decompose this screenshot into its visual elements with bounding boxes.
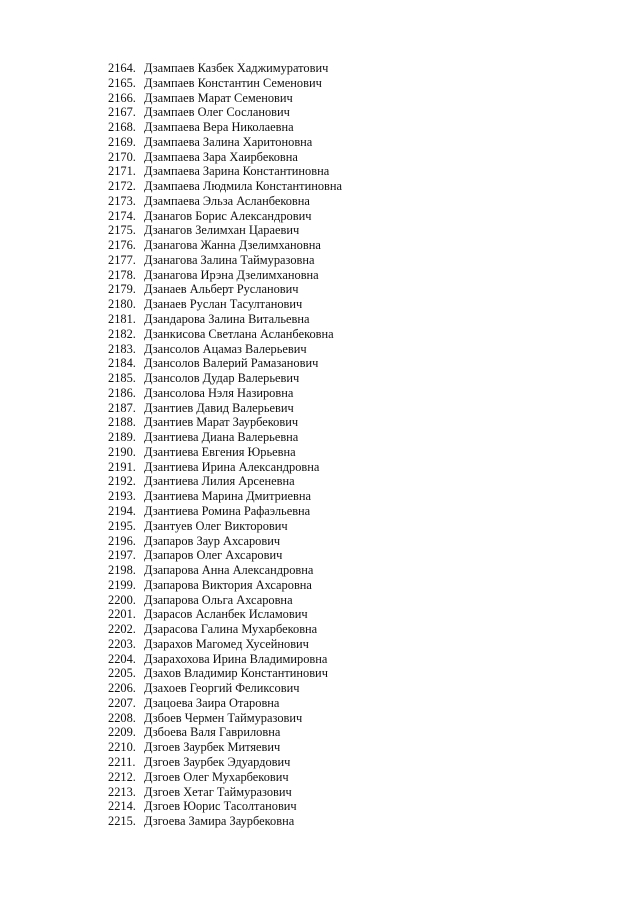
list-item <box>108 445 528 460</box>
entry-number: 2175. <box>108 223 136 238</box>
list-item <box>108 489 528 504</box>
entry-name: Дзампаева Эльза Асланбековна <box>144 193 310 208</box>
entry-number: 2171. <box>108 164 136 179</box>
entry-number: 2185. <box>108 371 136 386</box>
list-item <box>108 223 528 238</box>
entry-name: Дзарахов Магомед Хусейнович <box>144 636 309 651</box>
entry-name: Дзансолов Валерий Рамазанович <box>144 356 319 371</box>
entry-number: 2214. <box>108 799 136 814</box>
entry-name: Дзгоев Хетаг Таймуразович <box>144 784 292 799</box>
entry-name: Дзансолов Ацамаз Валерьевич <box>144 341 307 356</box>
entry-name: Дзантиева Марина Дмитриевна <box>144 489 311 504</box>
entry-number: 2168. <box>108 120 136 135</box>
list-item <box>108 770 528 785</box>
list-item <box>108 504 528 519</box>
entry-number: 2191. <box>108 459 136 474</box>
list-item <box>108 386 528 401</box>
entry-name: Дзгоева Замира Заурбековна <box>144 814 295 829</box>
entry-name: Дзанкисова Светлана Асланбековна <box>144 326 334 341</box>
list-item <box>108 342 528 357</box>
entry-number: 2206. <box>108 681 136 696</box>
entry-number: 2177. <box>108 252 136 267</box>
entry-name: Дзбоев Чермен Таймуразович <box>144 710 303 725</box>
list-item <box>108 268 528 283</box>
list-item <box>108 711 528 726</box>
list-item <box>108 799 528 814</box>
entry-name: Дзарахохова Ирина Владимировна <box>144 651 328 666</box>
list-item <box>108 194 528 209</box>
entry-name: Дзацоева Заира Отаровна <box>144 695 280 710</box>
entry-name: Дзампаев Казбек Хаджимуратович <box>144 61 329 75</box>
entry-number: 2204. <box>108 651 136 666</box>
entry-number: 2213. <box>108 784 136 799</box>
entry-name: Дзапаров Олег Ахсарович <box>144 548 283 563</box>
list-item <box>108 740 528 755</box>
list-item <box>108 548 528 563</box>
list-item <box>108 474 528 489</box>
entry-number: 2189. <box>108 430 136 445</box>
entry-name: Дзапарова Виктория Ахсаровна <box>144 577 312 592</box>
list-item <box>108 356 528 371</box>
entry-name: Дзампаева Зарина Константиновна <box>144 164 330 179</box>
list-item <box>108 814 528 829</box>
entry-number: 2183. <box>108 341 136 356</box>
entry-name: Дзантуев Олег Викторович <box>144 518 288 533</box>
entry-number: 2199. <box>108 577 136 592</box>
entry-name: Дзанагова Залина Таймуразовна <box>144 252 315 267</box>
list-item <box>108 282 528 297</box>
entry-name: Дзгоев Заурбек Митяевич <box>144 740 281 755</box>
entry-name: Дзанагова Ирэна Дзелимхановна <box>144 267 319 282</box>
list-item <box>108 755 528 770</box>
entry-number: 2195. <box>108 518 136 533</box>
entry-name: Дзампаева Людмила Константиновна <box>144 179 343 194</box>
list-item <box>108 607 528 622</box>
entry-number: 2167. <box>108 105 136 120</box>
entry-number: 2207. <box>108 695 136 710</box>
entry-number: 2176. <box>108 238 136 253</box>
entry-name: Дзантиева Евгения Юрьевна <box>144 444 296 459</box>
entry-number: 2179. <box>108 282 136 297</box>
list-item <box>108 415 528 430</box>
entry-name: Дзарасова Галина Мухарбековна <box>144 622 318 637</box>
entry-number: 2208. <box>108 710 136 725</box>
name-list <box>108 61 528 829</box>
entry-number: 2209. <box>108 725 136 740</box>
entry-number: 2182. <box>108 326 136 341</box>
entry-name: Дзантиева Ромина Рафаэльевна <box>144 503 311 518</box>
entry-number: 2202. <box>108 622 136 637</box>
entry-number: 2170. <box>108 149 136 164</box>
entry-number: 2164. <box>108 61 136 75</box>
list-item <box>108 519 528 534</box>
list-item <box>108 401 528 416</box>
entry-number: 2186. <box>108 385 136 400</box>
entry-name: Дзампаев Константин Семенович <box>144 75 322 90</box>
entry-name: Дзгоев Олег Мухарбекович <box>144 769 289 784</box>
list-item <box>108 666 528 681</box>
list-item <box>108 164 528 179</box>
entry-name: Дзансолова Нэля Назировна <box>144 385 294 400</box>
entry-number: 2190. <box>108 444 136 459</box>
entry-name: Дзапаров Заур Ахсарович <box>144 533 281 548</box>
entry-name: Дзгоев Заурбек Эдуардович <box>144 754 291 769</box>
entry-name: Дзанаев Альберт Русланович <box>144 282 299 297</box>
entry-name: Дзампаев Марат Семенович <box>144 90 293 105</box>
entry-name: Дзанагов Зелимхан Цараевич <box>144 223 300 238</box>
entry-name: Дзапарова Анна Александровна <box>144 563 314 578</box>
entry-name: Дзапарова Ольга Ахсаровна <box>144 592 293 607</box>
entry-name: Дзантиева Лилия Арсеневна <box>144 474 295 489</box>
entry-number: 2197. <box>108 548 136 563</box>
entry-name: Дзахов Владимир Константинович <box>144 666 328 681</box>
entry-name: Дзампаева Зара Хаирбековна <box>144 149 298 164</box>
entry-number: 2187. <box>108 400 136 415</box>
list-item <box>108 681 528 696</box>
list-item <box>108 460 528 475</box>
entry-name: Дзантиева Диана Валерьевна <box>144 430 299 445</box>
entry-number: 2166. <box>108 90 136 105</box>
entry-name: Дзантиева Ирина Александровна <box>144 459 320 474</box>
entry-number: 2211. <box>108 754 136 769</box>
entry-name: Дзампаев Олег Сосланович <box>144 105 290 120</box>
entry-name: Дзансолов Дудар Валерьевич <box>144 371 300 386</box>
list-item <box>108 622 528 637</box>
entry-name: Дзбоева Валя Гавриловна <box>144 725 281 740</box>
list-item <box>108 76 528 91</box>
list-item <box>108 637 528 652</box>
entry-name: Дзанаев Руслан Тасултанович <box>144 297 303 312</box>
entry-number: 2215. <box>108 814 136 829</box>
entry-number: 2210. <box>108 740 136 755</box>
entry-name: Дзахоев Георгий Феликсович <box>144 681 300 696</box>
entry-number: 2174. <box>108 208 136 223</box>
entry-name: Дзанагов Борис Александрович <box>144 208 312 223</box>
list-item <box>108 534 528 549</box>
entry-number: 2184. <box>108 356 136 371</box>
entry-number: 2165. <box>108 75 136 90</box>
list-item <box>108 150 528 165</box>
list-item <box>108 253 528 268</box>
list-item <box>108 135 528 150</box>
entry-name: Дзампаева Вера Николаевна <box>144 120 294 135</box>
list-item <box>108 725 528 740</box>
list-item <box>108 563 528 578</box>
list-item <box>108 238 528 253</box>
list-item <box>108 120 528 135</box>
list-item <box>108 105 528 120</box>
entry-number: 2203. <box>108 636 136 651</box>
list-item <box>108 593 528 608</box>
entry-name: Дзантиев Давид Валерьевич <box>144 400 294 415</box>
entry-number: 2200. <box>108 592 136 607</box>
entry-number: 2201. <box>108 607 136 622</box>
entry-name: Дзанагова Жанна Дзелимхановна <box>144 238 321 253</box>
list-item <box>108 297 528 312</box>
list-item <box>108 578 528 593</box>
entry-name: Дзгоев Юорис Тасолтанович <box>144 799 297 814</box>
list-item <box>108 371 528 386</box>
list-item <box>108 179 528 194</box>
list-item <box>108 312 528 327</box>
entry-number: 2193. <box>108 489 136 504</box>
entry-name: Дзантиев Марат Заурбекович <box>144 415 299 430</box>
list-item <box>108 430 528 445</box>
entry-number: 2181. <box>108 312 136 327</box>
entry-number: 2173. <box>108 193 136 208</box>
list-item <box>108 327 528 342</box>
entry-number: 2172. <box>108 179 136 194</box>
entry-number: 2196. <box>108 533 136 548</box>
entry-number: 2194. <box>108 503 136 518</box>
list-item <box>108 61 528 76</box>
entry-number: 2205. <box>108 666 136 681</box>
entry-number: 2169. <box>108 134 136 149</box>
list-item <box>108 696 528 711</box>
entry-name: Дзандарова Залина Витальевна <box>144 312 310 327</box>
entry-name: Дзампаева Залина Харитоновна <box>144 134 313 149</box>
list-item <box>108 652 528 667</box>
entry-number: 2192. <box>108 474 136 489</box>
list-item <box>108 785 528 800</box>
entry-number: 2188. <box>108 415 136 430</box>
list-item <box>108 91 528 106</box>
entry-name: Дзарасов Асланбек Исламович <box>144 607 308 622</box>
entry-number: 2178. <box>108 267 136 282</box>
entry-number: 2180. <box>108 297 136 312</box>
entry-number: 2198. <box>108 563 136 578</box>
entry-number: 2212. <box>108 769 136 784</box>
list-item <box>108 209 528 224</box>
